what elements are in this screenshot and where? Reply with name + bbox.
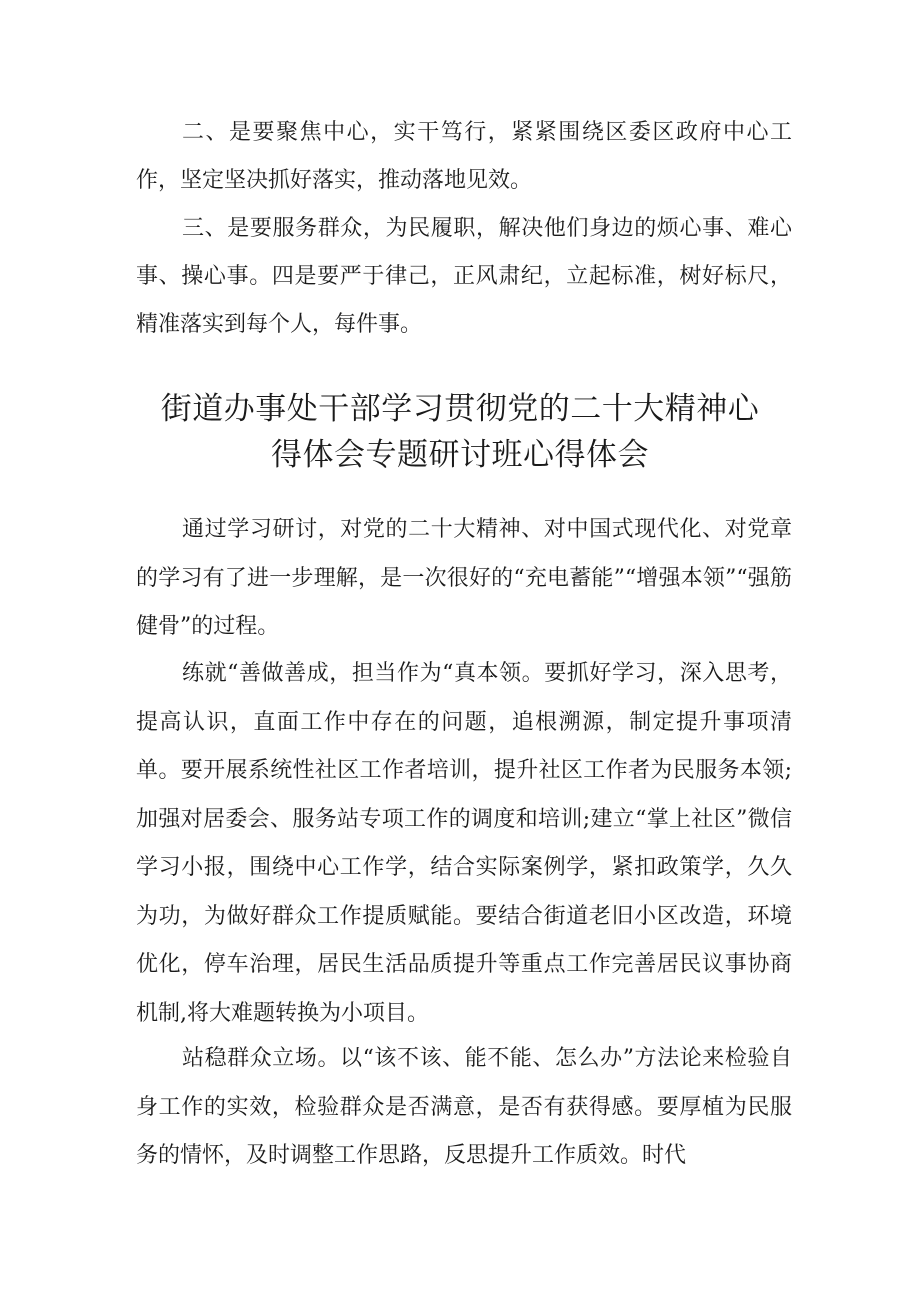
article-title-line-2: 得体会专题研讨班心得体会 — [271, 437, 649, 473]
article-title — [110, 386, 810, 478]
article-title-line-1: 街道办事处干部学习贯彻党的二十大精神心 — [160, 391, 760, 427]
paragraph-capability: 练就“善做善成，担当作为“真本领。要抓好学习，深入思考，提高认识，直面工作中存在的问题，追根溯源，制定提升事项清单。要开展系统性社区工作者培训，提升社区工作者为民服务本领;加强对居委会、服务站专项工作的调度和培训;建立“掌上社区”微信学习小报，围绕中心工作学，结合实际案例学，紧扣政策学，久久为功，为做好群众工作提质赋能。要结合街道老旧小区改造，环境优化，停车治理，居民生活品质提升等重点工作完善居民议事协商机制,将大难题转换为小项目。 — [136, 661, 792, 1026]
paragraph-point-three-four: 三、是要服务群众，为民履职，解决他们身边的烦心事、难心事、操心事。四是要严于律己，正风肃纪，立起标准，树好标尺，精准落实到每个人，每件事。 — [136, 216, 792, 337]
paragraph-people-stance: 站稳群众立场。以“该不该、能不能、怎么办”方法论来检验自身工作的实效，检验群众是否满意，是否有获得感。要厚植为民服务的情怀，及时调整工作思路，反思提升工作质效。时代 — [136, 1046, 792, 1168]
paragraph-point-two: 二、是要聚焦中心，实干笃行，紧紧围绕区委区政府中心工作，坚定坚决抓好落实，推动落地见效。 — [136, 120, 792, 193]
paragraph-intro: 通过学习研讨，对党的二十大精神、对中国式现代化、对党章的学习有了进一步理解，是一次很好的“充电蓄能”“增强本领”“强筋健骨”的过程。 — [136, 517, 792, 639]
